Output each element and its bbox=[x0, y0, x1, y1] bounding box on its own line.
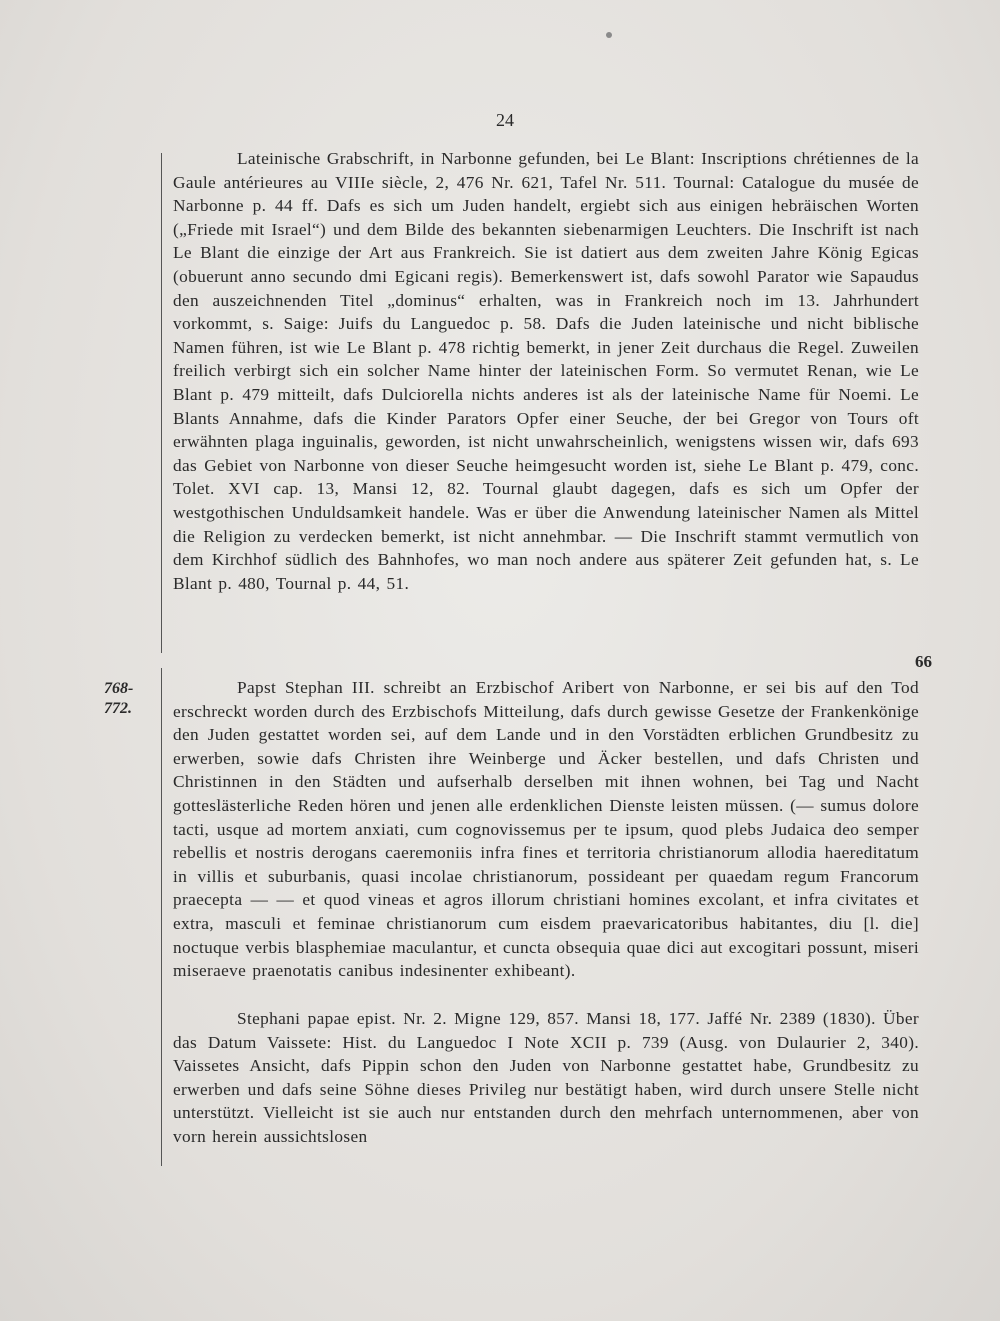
margin-rule-lower bbox=[161, 668, 162, 1166]
margin-date bbox=[104, 679, 154, 719]
paragraph-sources: Stephani papae epist. Nr. 2. Migne 129, 857. Mansi 18, 177. Jaffé Nr. 2389 (1830). Über das Datum Vaissete: Hist. du Languedoc I Note XCII p. 739 (Ausg. von Dulaurier 2, 340). Vaissetes Ansicht, dafs Pippin schon den Juden von Narbonne gestattet habe, Grundbesitz zu erwerben und dafs seine Söhne dieses Privileg nur bestätigt haben, wird durch unsere Stelle nicht unterstützt. Vielleicht ist sie auch nur entstanden durch den mehrfach unternommenen, aber von vorn herein aussichtslosen bbox=[173, 1009, 919, 1146]
margin-date-line-2: 772. bbox=[104, 700, 132, 717]
margin-rule-upper bbox=[161, 153, 162, 653]
entry-number: 66 bbox=[915, 652, 932, 671]
ink-spot bbox=[606, 32, 612, 38]
page-number: 24 bbox=[496, 110, 514, 130]
paragraph-papal-letter: Papst Stephan III. schreibt an Erzbischof Aribert von Narbonne, er sei bis auf den Tod erschreckt worden durch des Erzbischofs Mitteilung, dafs durch gewisse Gesetze der Frankenkönige den Juden gestattet worden sei, auf dem Lande und in den Vorstädten erblichen Grundbesitz zu erwerben, sowie dafs Christen ihre Weinberge und Äcker bestellen, und dafs Christen und Christinnen in den Städten und aufserhalb derselben mit ihnen wohnen, bei Tag und Nacht gotteslästerliche Reden hören und jenen alle erdenklichen Dienste leisten müssen. (— sumus dolore tacti, usque ad mortem anxiati, cum cognovissemus per te ipsum, quod plebs Judaica deo semper rebellis et nostris derogans caeremoniis infra fines et territoria christianorum allodia haereditatum in villis et suburbanis, quasi incolae christianorum, possideant per quaedam regum Francorum praecepta — — et quod vineas et agros illorum christiani homines excolant, et infra civitates et extra, masculi et feminae christianorum cum eisdem praevaricatoribus habitantes, diu [l. die] noctuque verbis blasphemiae maculantur, et cuncta obsequia quae dici aut excogitari possunt, miseri miseraeve praenotatis canibus indesinenter exhibeant). bbox=[173, 678, 919, 981]
paragraph-inscription-commentary: Lateinische Grabschrift, in Narbonne gefunden, bei Le Blant: Inscriptions chrétiennes de la Gaule antérieures au VIIIe siècle, 2, 476 Nr. 621, Tafel Nr. 511. Tournal: Catalogue du musée de Narbonne p. 44 ff. Dafs es sich um Juden handelt, ergiebt sich aus einigen hebräischen Worten („Friede mit Israel“) und dem Bilde des bekannten siebenarmigen Leuchters. Die Inschrift ist nach Le Blant die einzige der Art aus Frankreich. Sie ist datiert aus dem zweiten Jahre König Egicas (obuerunt anno secundo dmi Egicani regis). Bemerkenswert ist, dafs sowohl Parator wie Sapaudus den auszeichnenden Titel „dominus“ erhalten, was in Frankreich noch im 13. Jahrhundert vorkommt, s. Saige: Juifs du Languedoc p. 58. Dafs die Juden lateinische und nicht biblische Namen führen, ist wie Le Blant p. 478 richtig bemerkt, in jener Zeit durchaus die Regel. Zuweilen freilich verbirgt sich ein solcher Name hinter der lateinischen Form. So vermutet Renan, wie Le Blant p. 479 mitteilt, dafs Dulciorella nichts anderes ist als der lateinische Name für Noemi. Le Blants Annahme, dafs die Kinder Parators Opfer einer Seuche, der bei Gregor von Tours oft erwähnten plaga inguinalis, geworden, ist nicht unwahrscheinlich, wenigstens wissen wir, dafs 693 das Gebiet von Narbonne von dieser Seuche heimgesucht worden ist, siehe Le Blant p. 479, conc. Tolet. XVI cap. 13, Mansi 12, 82. Tournal glaubt dagegen, dafs es sich um Opfer der westgothischen Unduldsamkeit handele. Was er über die Anwendung lateinischer Namen als Mittel die Religion zu verdecken bemerkt, ist nicht annehmbar. — Die Inschrift stammt vermutlich von dem Kirchhof südlich des Bahnhofes, wo man noch andere aus späterer Zeit gefunden hat, s. Le Blant p. 480, Tournal p. 44, 51. bbox=[173, 149, 919, 593]
margin-date-line-1: 768- bbox=[104, 680, 134, 697]
